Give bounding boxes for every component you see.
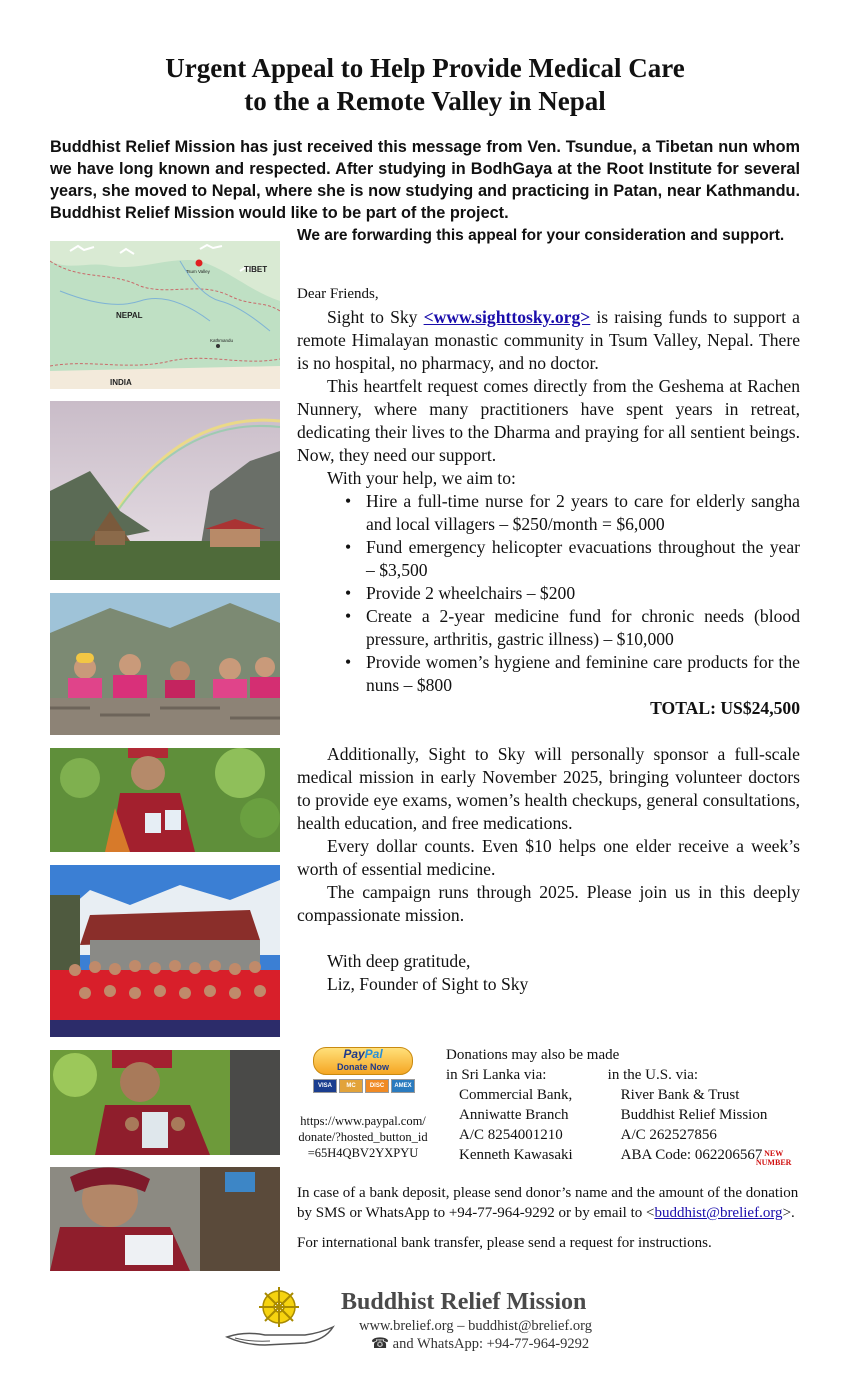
us-account-name: Buddhist Relief Mission — [620, 1107, 768, 1123]
aims-list — [297, 490, 800, 697]
footer-web-email: www.brelief.org – buddhist@brelief.org — [359, 1318, 592, 1334]
us-bank-details — [608, 1065, 806, 1165]
letter-paragraph-3: Additionally, Sight to Sky will personally sponsor a full-scale medical mission in early November 2025, bringing volunteer doctors to provide eye exams, women’s health checkups, general consultations, health education, and free medications. — [297, 744, 800, 833]
page-title — [0, 52, 850, 118]
aim-item-helicopter: • Fund emergency helicopter evacuations throughout the year – $3,500 — [345, 536, 800, 582]
intro-paragraph: Buddhist Relief Mission has just received this message from Ven. Tsundue, a Tibetan nun whom we have long known and respected. After studying in BodhGaya at the Root Institute for several years, she moved to Nepal, where she is now studying and practicing in Patan, near Kathmandu. Buddhist Relief Mission would like to be part of the project. — [50, 138, 800, 222]
aim-item-hygiene: • Provide women’s hygiene and feminine care products for the nuns – $800 — [345, 651, 800, 697]
signature: Liz, Founder of Sight to Sky — [327, 974, 529, 994]
dharma-wheel-hand-logo — [225, 1285, 335, 1355]
elder-nun-card-photo — [50, 1050, 280, 1155]
map-label-tibet: TIBET — [244, 265, 268, 274]
letter-paragraph-5: The campaign runs through 2025. Please join us in this deeply compassionate mission. — [297, 882, 800, 925]
footer — [225, 1285, 645, 1355]
title-line-2: to the a Remote Valley in Nepal — [244, 86, 606, 116]
sl-bank: Commercial Bank, — [459, 1087, 573, 1103]
p1-text-before: Sight to Sky — [327, 307, 424, 327]
aim-item-nurse: • Hire a full-time nurse for 2 years to care for elderly sangha and local villagers – $250/month = $6,000 — [345, 490, 800, 536]
us-aba-code: ABA Code: 062206567 — [620, 1147, 763, 1163]
monastery-rainbow-photo — [50, 401, 280, 580]
us-label: in the U.S. via: — [607, 1067, 699, 1083]
donate-now-label: Donate Now — [336, 1062, 389, 1072]
young-nuns-photo — [50, 593, 280, 735]
p1-text-after: is raising funds to support a remote Himalayan monastic community in Tsum Valley, Nepal. There is no hospital, no pharmacy, and no doctor. — [297, 307, 800, 373]
map-label-india: INDIA — [110, 378, 132, 387]
letter-paragraph-1 — [297, 306, 800, 375]
letter-paragraph-4: Every dollar counts. Even $10 helps one elder receive a week’s worth of essential medicine. — [297, 836, 800, 879]
sl-branch: Anniwatte Branch — [459, 1107, 569, 1123]
appeal-letter — [297, 284, 800, 996]
paypal-url[interactable]: https://www.paypal.com/donate/?hosted_button_id=65H4QBV2YXPYU — [298, 1114, 428, 1160]
total-amount: TOTAL: US$24,500 — [650, 698, 800, 718]
paypal-section — [298, 1047, 428, 1161]
title-line-1: Urgent Appeal to Help Provide Medical Care — [165, 53, 685, 83]
deposit-paragraph — [297, 1183, 800, 1223]
aim-item-medicine-fund: • Create a 2-year medicine fund for chronic needs (blood pressure, arthritis, gastric illness) – $10,000 — [345, 605, 800, 651]
international-transfer-note: For international bank transfer, please send a request for instructions. — [297, 1235, 712, 1251]
sl-account-holder: Kenneth Kawasaki — [459, 1147, 573, 1163]
footer-phone: ☎ and WhatsApp: +94-77-964-9292 — [371, 1336, 590, 1352]
sri-lanka-label: in Sri Lanka via: — [446, 1067, 547, 1083]
nepal-map — [50, 241, 280, 389]
map-label-kathmandu: Kathmandu — [210, 338, 234, 343]
new-number-badge: NEW NUMBER — [755, 1149, 792, 1167]
donation-info — [446, 1045, 806, 1165]
map-label-nepal: NEPAL — [116, 311, 143, 320]
sl-account: A/C 8254001210 — [459, 1127, 563, 1143]
salutation: Dear Friends, — [297, 286, 379, 302]
forward-paragraph: We are forwarding this appeal for your consideration and support. — [297, 227, 785, 244]
paypal-donate-button[interactable] — [313, 1047, 413, 1075]
elder-nun-medicine-photo — [50, 748, 280, 852]
deposit-instructions — [297, 1183, 800, 1253]
letter-paragraph-2: This heartfelt request comes directly from the Geshema at Rachen Nunnery, where many practitioners have spent years in retreat, dedicating their lives to the Dharma and praying for all sentient beings. Now, they need our support. — [297, 376, 800, 465]
tsum-valley-marker — [196, 260, 203, 267]
aim-item-wheelchairs: • Provide 2 wheelchairs – $200 — [345, 582, 800, 605]
closing: With deep gratitude, — [327, 951, 471, 971]
discover-card-icon: DISC — [365, 1079, 389, 1093]
donations-heading: Donations may also be made — [446, 1047, 620, 1063]
sighttosky-link[interactable]: <www.sighttosky.org> — [423, 307, 591, 327]
footer-org-name: Buddhist Relief Mission — [341, 1289, 587, 1315]
nuns-group-photo — [50, 865, 280, 1037]
amex-card-icon: AMEX — [391, 1079, 415, 1093]
aims-intro: With your help, we aim to: — [327, 468, 516, 488]
us-account: A/C 262527856 — [620, 1127, 717, 1143]
map-label-tsum: Tsum Valley — [186, 269, 210, 274]
deposit-text: In case of a bank deposit, please send donor’s name and the amount of the donation by SMS or WhatsApp to +94-77-964-9292 or by email to < — [297, 1185, 799, 1221]
mastercard-icon: MC — [339, 1079, 363, 1093]
us-bank: River Bank & Trust — [620, 1087, 740, 1103]
sri-lanka-bank-details — [446, 1065, 608, 1165]
deposit-text-end: >. — [782, 1205, 795, 1221]
paypal-logo: PayPal — [343, 1047, 383, 1061]
card-logos — [313, 1079, 428, 1093]
visa-card-icon: VISA — [313, 1079, 337, 1093]
nun-card-closeup-photo — [50, 1167, 280, 1271]
email-link[interactable]: buddhist@brelief.org — [654, 1205, 783, 1221]
